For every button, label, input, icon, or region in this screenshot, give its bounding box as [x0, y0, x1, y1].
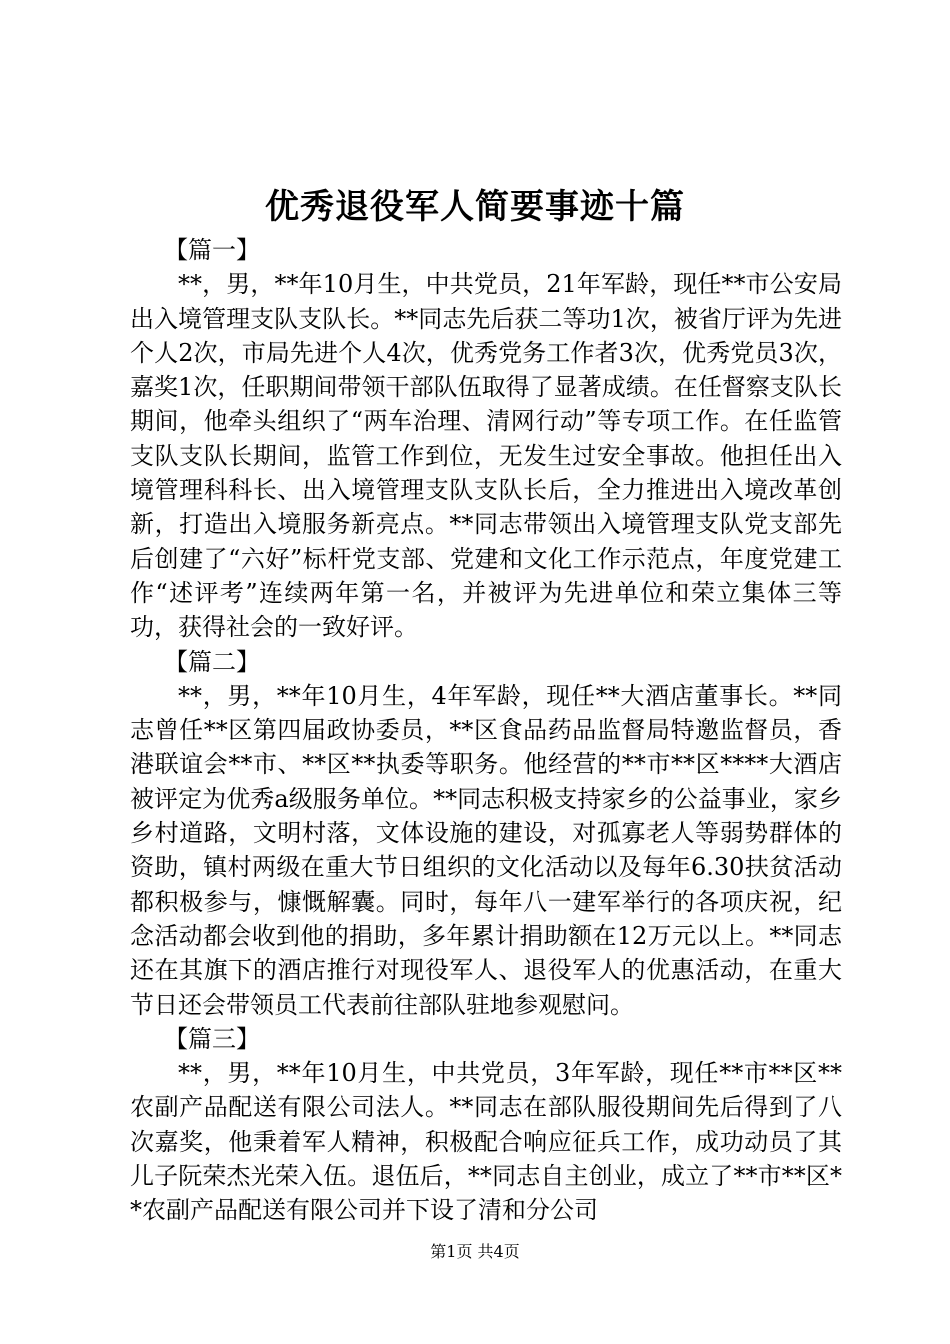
- document-title: 优秀退役军人简要事迹十篇: [265, 187, 685, 227]
- section-paragraph-3: **，男，**年10月生，中共党员，3年军龄，现任**市**区**农副产品配送有限公司法人。**同志在部队服役期间先后得到了八次嘉奖，他秉着军人精神，积极配合响应征兵工作，成功动员了其儿子阮荣杰光荣入伍。退伍后，**同志自主创业，成立了**市**区**农副产品配送有限公司并下设了清和分公司: [130, 1059, 842, 1225]
- page-footer: 第1页 共4页: [430, 1242, 520, 1261]
- section-heading-3: 【篇三】: [164, 1024, 260, 1053]
- section-paragraph-1: **，男，**年10月生，中共党员，21年军龄，现任**市公安局出入境管理支队支队长。**同志先后获二等功1次，被省厅评为先进个人2次，市局先进个人4次，优秀党务工作者3次，优秀党员3次，嘉奖1次，任职期间带领干部队伍取得了显著成绩。在任督察支队长期间，他牵头组织了“两车治理、清网行动”等专项工作。在任监管支队支队长期间，监管工作到位，无发生过安全事故。他担任出入境管理科科长、出入境管理支队支队长后，全力推进出入境改革创新，打造出入境服务新亮点。**同志带领出入境管理支队党支部先后创建了“六好”标杆党支部、党建和文化工作示范点，年度党建工作“述评考”连续两年第一名，并被评为先进单位和荣立集体三等功，获得社会的一致好评。: [130, 270, 842, 642]
- section-heading-1: 【篇一】: [164, 236, 260, 264]
- document-body: [130, 233, 842, 1228]
- section-paragraph-2: **，男，**年10月生，4年军龄，现任**大酒店董事长。**同志曾任**区第四届政协委员，**区食品药品监督局特邀监督员，香港联谊会**市、**区**执委等职务。他经营的**市**区****大酒店被评定为优秀a级服务单位。**同志积极支持家乡的公益事业，家乡乡村道路，文明村落，文体设施的建设，对孤寡老人等弱势群体的资助，镇村两级在重大节日组织的文化活动以及每年6.30扶贫活动都积极参与，慷慨解囊。同时，每年八一建军举行的各项庆祝，纪念活动都会收到他的捐助，多年累计捐助额在12万元以上。**同志还在其旗下的酒店推行对现役军人、退役军人的优惠活动，在重大节日还会带领员工代表前往部队驻地参观慰问。: [130, 681, 842, 1019]
- section-heading-2: 【篇二】: [164, 647, 260, 676]
